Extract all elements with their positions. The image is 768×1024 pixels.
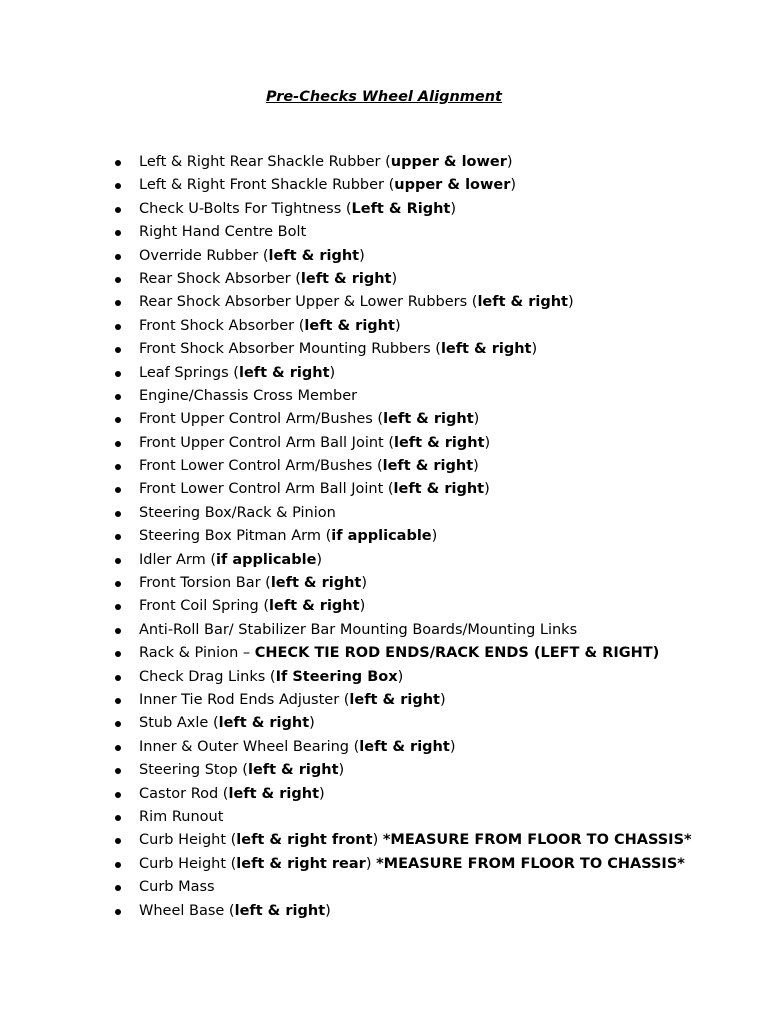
list-item-text — [139, 783, 325, 806]
list-item-text — [139, 174, 516, 197]
item-label: Leaf Springs ( — [139, 364, 239, 381]
item-emphasis: left & right — [218, 715, 310, 732]
bullet-icon — [115, 534, 121, 540]
bullet-icon — [115, 441, 121, 447]
item-suffix: ) — [484, 481, 490, 498]
bullet-icon — [115, 487, 121, 493]
item-suffix: ) — [391, 270, 398, 287]
bullet-icon — [115, 417, 121, 423]
bullet-icon — [115, 885, 121, 891]
bullet-icon — [115, 581, 121, 587]
item-emphasis: upper & lower — [394, 177, 511, 194]
item-label: Engine/Chassis Cross Member — [139, 387, 358, 404]
item-label: Wheel Base ( — [139, 902, 235, 919]
item-label: Check U-Bolts For Tightness ( — [139, 200, 352, 217]
list-item-text — [139, 268, 397, 291]
item-suffix: ) — [484, 434, 491, 451]
bullet-icon — [115, 371, 121, 377]
bullet-icon — [115, 230, 121, 236]
bullet-icon — [115, 511, 121, 517]
list-item-text — [139, 525, 437, 548]
item-note: *MEASURE FROM FLOOR TO CHASSIS* — [376, 855, 685, 872]
item-label: Idler Arm ( — [139, 551, 217, 568]
list-item-text — [139, 806, 223, 829]
list-item-text — [139, 666, 403, 689]
item-label: Stub Axle ( — [139, 715, 219, 732]
item-suffix: ) — [329, 364, 336, 381]
bullet-icon — [115, 160, 121, 166]
list-item-text — [139, 291, 574, 314]
item-suffix: ) — [439, 691, 446, 708]
item-suffix: ) — [449, 738, 456, 755]
item-emphasis: left & right — [477, 294, 568, 311]
item-suffix: ) — [473, 458, 479, 475]
list-item-text — [139, 362, 335, 385]
item-label: Left & Right Front Shackle Rubber ( — [139, 177, 395, 194]
item-note: *MEASURE FROM FLOOR TO CHASSIS* — [382, 832, 692, 849]
list-item-text — [139, 151, 513, 174]
list-item-text — [139, 478, 490, 501]
item-emphasis: left & right — [440, 341, 532, 358]
item-emphasis: left & right — [393, 481, 485, 498]
bullet-icon — [115, 698, 121, 704]
bullet-icon — [115, 675, 121, 681]
bullet-icon — [115, 464, 121, 470]
list-item-text — [139, 408, 479, 431]
item-label: Inner Tie Rod Ends Adjuster ( — [139, 691, 350, 708]
bullet-icon — [115, 768, 121, 774]
item-emphasis: left & right — [304, 317, 395, 334]
item-suffix: ) — [473, 411, 480, 428]
item-label: Front Shock Absorber ( — [139, 317, 305, 334]
bullet-icon — [115, 745, 121, 751]
document-title: Pre-Checks Wheel Alignment — [266, 89, 502, 105]
list-item-text — [139, 455, 479, 478]
item-label: Steering Box Pitman Arm ( — [139, 528, 332, 545]
list-item-text — [139, 385, 357, 408]
bullet-icon — [115, 721, 121, 727]
item-emphasis: left & right — [238, 364, 330, 381]
list-item-text — [139, 853, 685, 876]
item-label: Front Lower Control Arm Ball Joint ( — [139, 481, 394, 498]
bullet-icon — [115, 394, 121, 400]
item-emphasis: if applicable — [216, 551, 317, 568]
bullet-icon — [115, 628, 121, 634]
list-item-text — [139, 432, 490, 455]
item-emphasis: left & right front — [236, 832, 373, 849]
item-suffix: ) — [450, 200, 457, 217]
item-label: Steering Stop ( — [139, 762, 248, 779]
item-emphasis: left & right — [382, 458, 474, 475]
bullet-icon — [115, 909, 121, 915]
item-suffix: ) — [361, 575, 368, 592]
item-label: Front Shock Absorber Mounting Rubbers ( — [139, 341, 441, 358]
item-label: Rim Runout — [139, 808, 224, 825]
bullet-icon — [115, 604, 121, 610]
item-suffix: ) — [365, 855, 377, 872]
bullet-icon — [115, 815, 121, 821]
list-item-text — [139, 549, 322, 572]
item-emphasis: left & right — [349, 691, 440, 708]
item-emphasis: left & right — [300, 270, 392, 287]
item-emphasis: left & right — [383, 411, 474, 428]
list-item-text — [139, 595, 365, 618]
bullet-icon — [115, 207, 121, 213]
list-item-text — [139, 502, 336, 525]
bullet-icon — [115, 347, 121, 353]
item-emphasis: left & right — [234, 902, 326, 919]
item-suffix: ) — [531, 341, 538, 358]
item-emphasis: left & right — [247, 762, 339, 779]
item-suffix: ) — [372, 832, 383, 849]
item-suffix: ) — [316, 551, 323, 568]
list-item-text — [139, 221, 306, 244]
item-emphasis: left & right — [228, 785, 320, 802]
list-item-text — [139, 876, 215, 899]
item-emphasis: left & right — [269, 598, 360, 615]
item-emphasis: if applicable — [331, 528, 432, 545]
list-item-text — [139, 736, 455, 759]
item-label: Left & Right Rear Shackle Rubber ( — [139, 154, 391, 170]
list-item-text — [139, 315, 401, 338]
item-label: Steering Box/Rack & Pinion — [139, 504, 336, 521]
item-label: Curb Height ( — [139, 832, 237, 849]
item-suffix: ) — [506, 154, 513, 170]
list-item-text — [139, 689, 446, 712]
item-suffix: ) — [309, 715, 315, 732]
bullet-icon — [115, 651, 121, 657]
list-item-text — [139, 572, 367, 595]
item-emphasis: left & right — [268, 247, 360, 264]
item-label: Front Upper Control Arm Ball Joint ( — [139, 434, 394, 451]
item-label: Front Torsion Bar ( — [139, 575, 271, 592]
item-suffix: ) — [359, 598, 366, 615]
item-label: Curb Mass — [139, 879, 215, 896]
item-label: Anti-Roll Bar/ Stabilizer Bar Mounting Boards/Mounting Links — [139, 621, 578, 638]
item-label: Curb Height ( — [139, 855, 237, 872]
item-label: Castor Rod ( — [139, 785, 229, 802]
item-emphasis: CHECK TIE ROD ENDS/RACK ENDS (LEFT & RIGHT) — [254, 645, 660, 662]
bullet-icon — [115, 792, 121, 798]
item-label: Check Drag Links ( — [139, 668, 276, 685]
item-emphasis: Left & Right — [351, 200, 451, 217]
item-suffix: ) — [568, 294, 574, 311]
bullet-icon — [115, 254, 121, 260]
list-item-text — [139, 900, 331, 923]
item-label: Right Hand Centre Bolt — [139, 224, 307, 241]
bullet-icon — [115, 183, 121, 189]
item-suffix: ) — [338, 762, 345, 779]
bullet-icon — [115, 558, 121, 564]
item-label: Front Upper Control Arm/Bushes ( — [139, 411, 384, 428]
item-label: Front Coil Spring ( — [139, 598, 270, 615]
item-label: Rack & Pinion – — [139, 645, 255, 662]
item-suffix: ) — [394, 317, 401, 334]
list-item-text — [139, 619, 577, 642]
bullet-icon — [115, 324, 121, 330]
item-label: Rear Shock Absorber ( — [139, 270, 301, 287]
item-emphasis: left & right — [359, 738, 450, 755]
item-label: Override Rubber ( — [139, 247, 269, 264]
bullet-icon — [115, 862, 121, 868]
list-item-text — [139, 759, 344, 782]
item-label: Front Lower Control Arm/Bushes ( — [139, 458, 383, 475]
item-suffix: ) — [359, 247, 365, 264]
bullet-icon — [115, 300, 121, 306]
item-label: Inner & Outer Wheel Bearing ( — [139, 738, 360, 755]
item-emphasis: If Steering Box — [275, 668, 398, 685]
item-emphasis: left & right — [270, 575, 362, 592]
item-suffix: ) — [510, 177, 517, 194]
list-item-text — [139, 829, 692, 852]
list-item-text — [139, 338, 537, 361]
item-emphasis: upper & lower — [390, 154, 507, 170]
list-item-text — [139, 198, 456, 221]
list-item-text — [139, 642, 659, 665]
bullet-icon — [115, 838, 121, 844]
item-label: Rear Shock Absorber Upper & Lower Rubbers ( — [139, 294, 478, 311]
item-emphasis: left & right rear — [236, 855, 366, 872]
item-suffix: ) — [325, 902, 331, 919]
bullet-icon — [115, 277, 121, 283]
list-item-text — [139, 712, 315, 735]
item-emphasis: left & right — [394, 434, 485, 451]
item-suffix: ) — [319, 785, 325, 802]
list-item-text — [139, 245, 365, 268]
item-suffix: ) — [431, 528, 438, 545]
item-suffix: ) — [397, 668, 404, 685]
